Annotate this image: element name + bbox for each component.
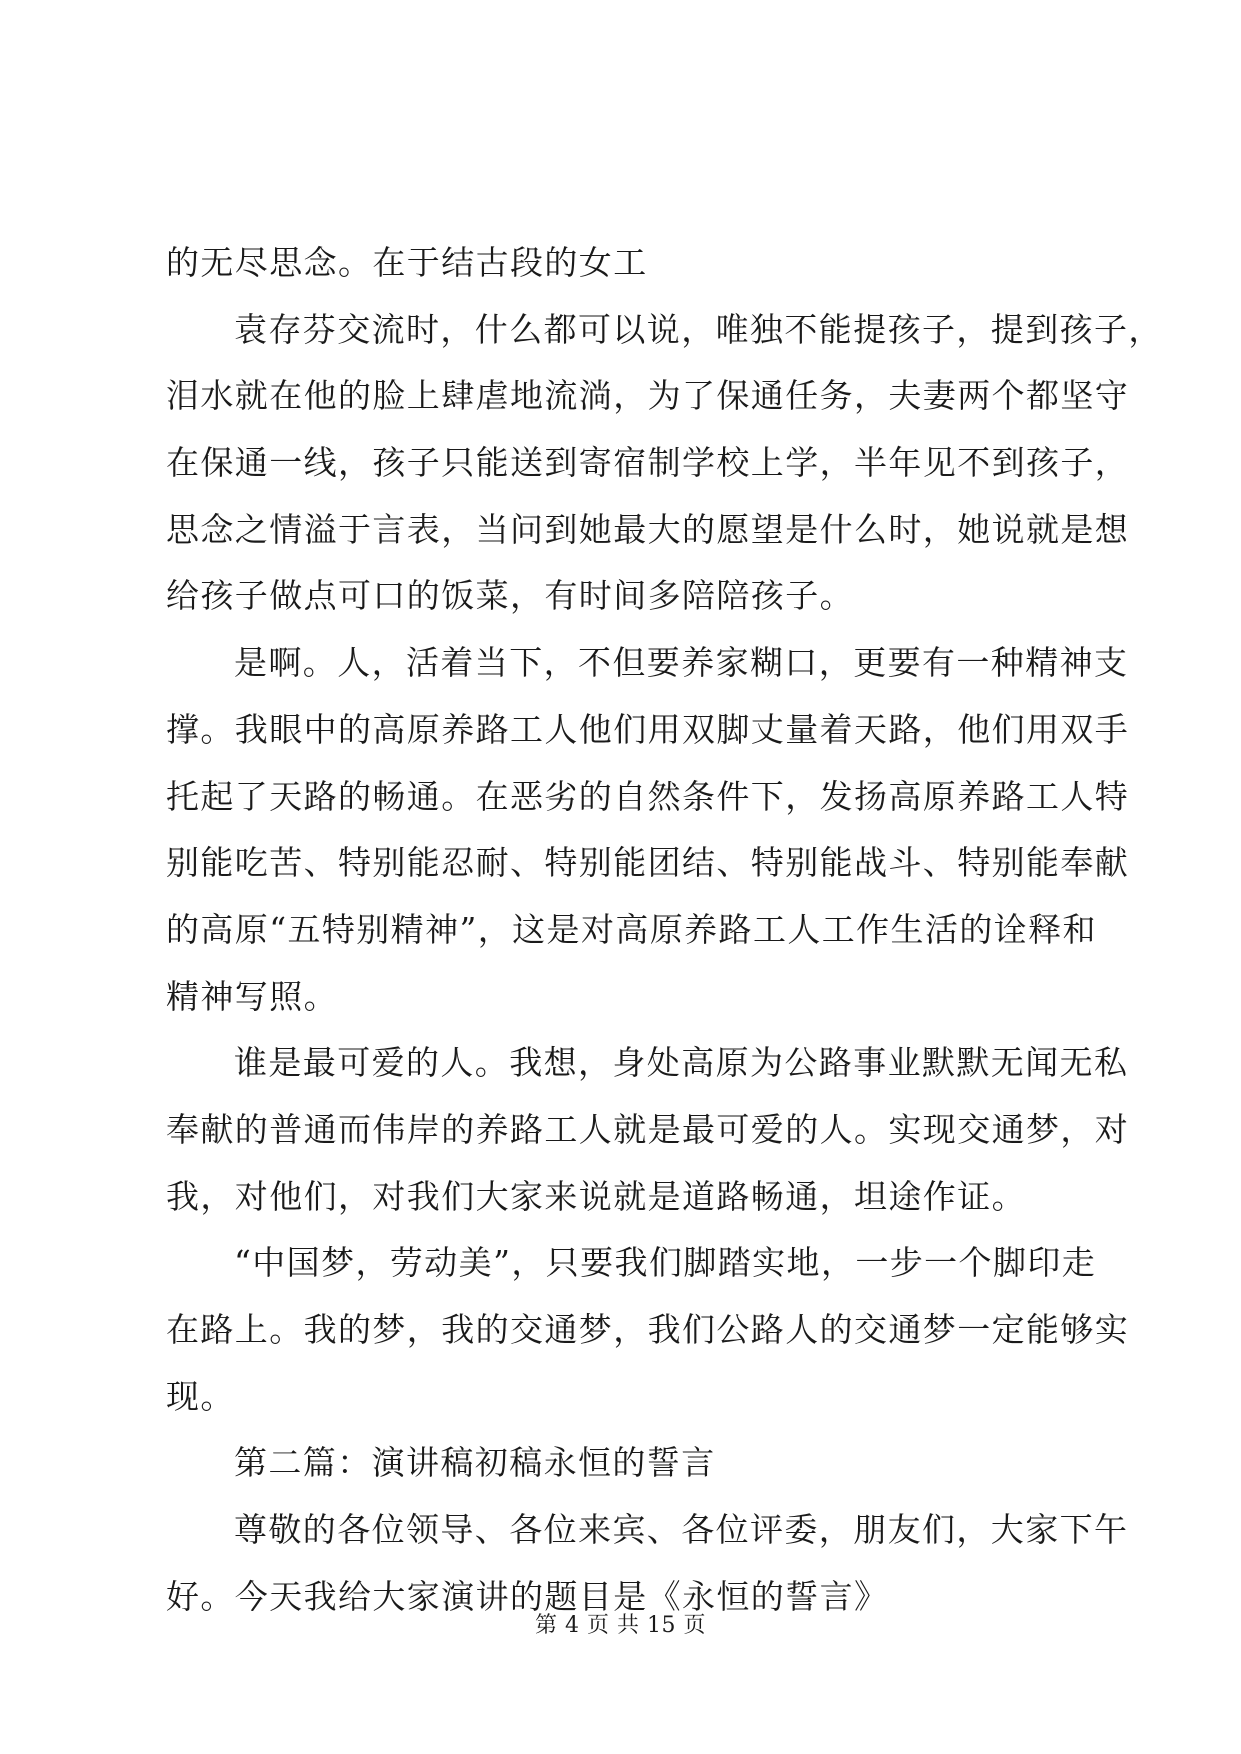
- text-line: 奉献的普通而伟岸的养路工人就是最可爱的人。实现交通梦，对: [166, 1109, 1130, 1149]
- text-line: 给孩子做点可口的饭菜，有时间多陪陪孩子。: [166, 576, 854, 616]
- text-line: “中国梦，劳动美”，只要我们脚踏实地，一步一个脚印走: [234, 1243, 1097, 1283]
- page-number-footer: 第 4 页 共 15 页: [535, 1613, 706, 1638]
- text-line: 在路上。我的梦，我的交通梦，我们公路人的交通梦一定能够实: [166, 1310, 1130, 1349]
- text-line: 在保通一线，孩子只能送到寄宿制学校上学，半年见不到孩子，: [166, 443, 1130, 483]
- text-line: 第二篇：演讲稿初稿永恒的誓言: [234, 1443, 716, 1483]
- text-line: 是啊。人，活着当下，不但要养家糊口，更要有一种精神支: [234, 643, 1129, 683]
- document-body: [166, 230, 1163, 1630]
- text-line: 尊敬的各位领导、各位来宾、各位评委，朋友们，大家下午: [234, 1510, 1129, 1550]
- text-line: 袁存芬交流时，什么都可以说，唯独不能提孩子，提到孩子，: [234, 309, 1163, 349]
- text-line: 思念之情溢于言表，当问到她最大的愿望是什么时，她说就是想: [166, 509, 1130, 549]
- text-line: 泪水就在他的脸上肆虐地流淌，为了保通任务，夫妻两个都坚守: [166, 376, 1130, 416]
- text-line: 我，对他们，对我们大家来说就是道路畅通，坦途作证。: [166, 1176, 1026, 1216]
- text-line: 别能吃苦、特别能忍耐、特别能团结、特别能战斗、特别能奉献: [166, 843, 1130, 883]
- text-line: 托起了天路的畅通。在恶劣的自然条件下，发扬高原养路工人特: [166, 776, 1130, 816]
- text-line: 撑。我眼中的高原养路工人他们用双脚丈量着天路，他们用双手: [166, 709, 1130, 749]
- text-line: 谁是最可爱的人。我想，身处高原为公路事业默默无闻无私: [234, 1043, 1129, 1083]
- text-line: 现。: [166, 1376, 235, 1416]
- text-line: 的无尽思念。在于结古段的女工: [166, 243, 648, 282]
- text-line: 精神写照。: [166, 976, 338, 1016]
- text-line: 好。今天我给大家演讲的题目是《永恒的誓言》: [166, 1576, 889, 1616]
- text-line: 的高原“五特别精神”，这是对高原养路工人工作生活的诠释和: [166, 909, 1097, 949]
